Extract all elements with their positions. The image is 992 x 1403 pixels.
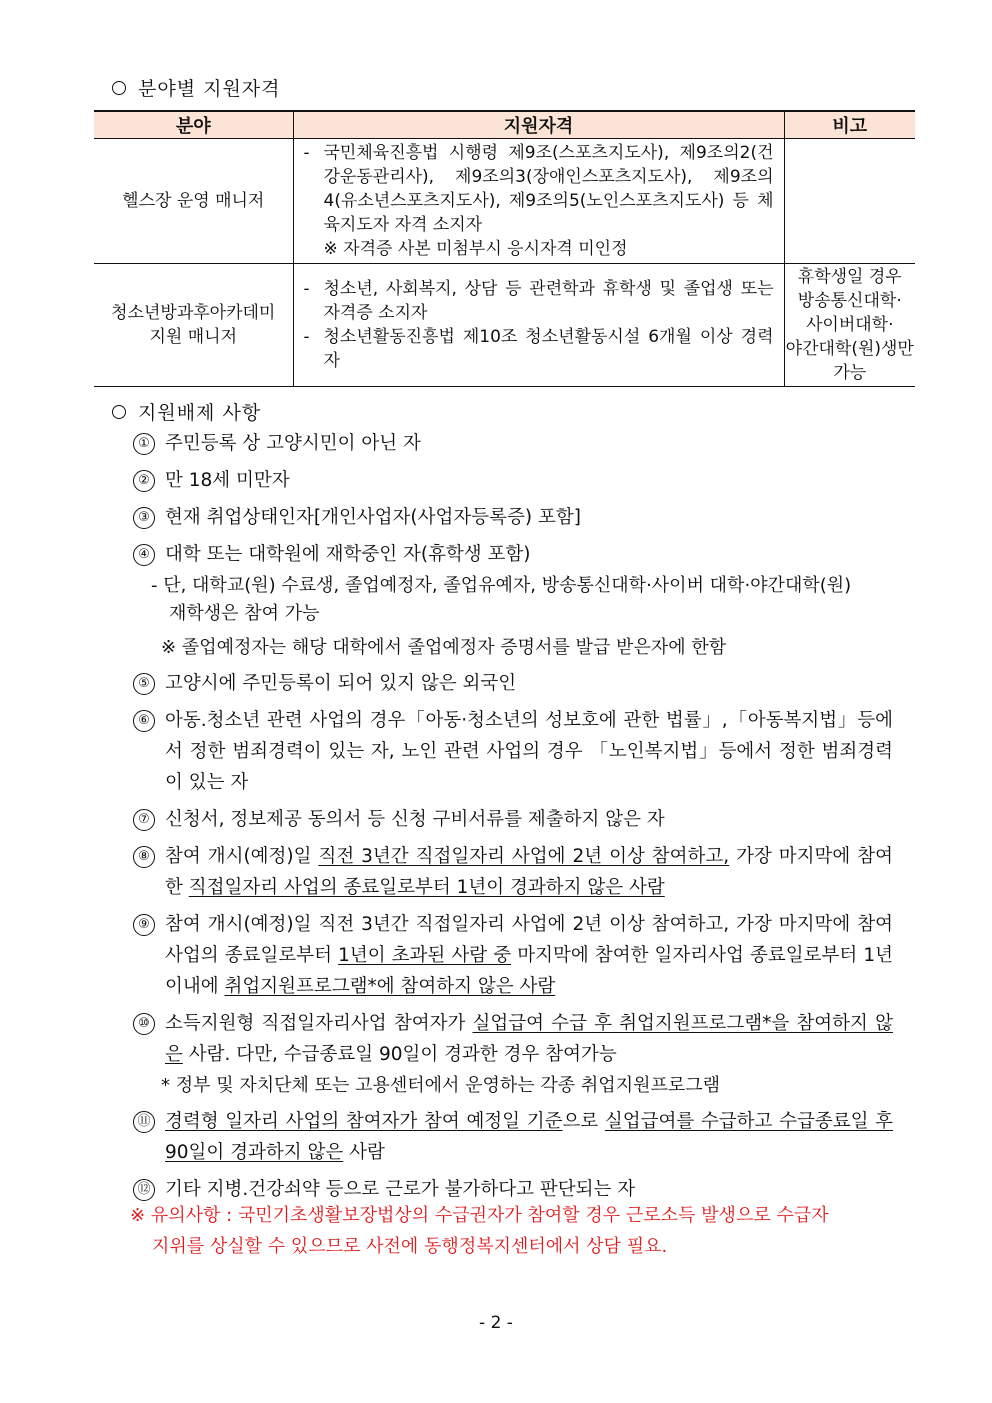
field-cell: 청소년방과후아카데미 지원 매니저 <box>94 264 293 387</box>
circle-bullet-icon <box>112 81 126 95</box>
table-header-row <box>94 111 915 139</box>
qualification-cell <box>293 139 784 264</box>
list-item: ③ 현재 취업상태인자[개인사업자(사업자등록증) 포함] <box>133 502 893 533</box>
list-item: ⑥ 아동.청소년 관련 사업의 경우「아동·청소년의 성보호에 관한 법률」,「아동복지법」등에서 정한 범죄경력이 있는 자, 노인 관련 사업의 경우 「노인복지법」등에서 정한 범죄경력이 있는 자 <box>133 705 893 798</box>
list-item: ① 주민등록 상 고양시민이 아닌 자 <box>133 428 893 459</box>
qualification-cell <box>293 264 784 387</box>
list-sub-item: - 단, 대학교(원) 수료생, 졸업예정자, 졸업유예자, 방송통신대학·사이버 대학·야간대학(원) 재학생은 참여 가능 <box>151 575 852 624</box>
qualification-item: - 청소년, 사회복지, 상담 등 관련학과 휴학생 및 졸업생 또는 자격증 소지자 <box>303 279 774 323</box>
qualification-item: - 청소년활동진흥법 제10조 청소년활동시설 6개월 이상 경력자 <box>303 327 774 371</box>
note-cell: 휴학생일 경우 방송통신대학· 사이버대학· 야간대학(원)생만 가능 <box>784 264 915 387</box>
column-header-qualification: 지원자격 <box>293 111 784 139</box>
list-item: ⑦ 신청서, 정보제공 동의서 등 신청 구비서류를 제출하지 않은 자 <box>133 804 893 835</box>
list-item: ⑩ 소득지원형 직접일자리사업 참여자가 실업급여 수급 후 취업지원프로그램*을 참여하지 않은 사람. 다만, 수급종료일 90일이 경과한 경우 참여가능 <box>133 1008 893 1070</box>
list-item: ⑤ 고양시에 주민등록이 되어 있지 않은 외국인 <box>133 668 893 699</box>
circle-bullet-icon <box>112 405 126 419</box>
table-row <box>94 139 915 264</box>
list-item: ⑪ 경력형 일자리 사업의 참여자가 참여 예정일 기준으로 실업급여를 수급하고 수급종료일 후 90일이 경과하지 않은 사람 <box>133 1106 893 1168</box>
list-sub-note: ※ 졸업예정자는 해당 대학에서 졸업예정자 증명서를 발급 받은자에 한함 <box>161 637 727 658</box>
qualification-note: ※ 자격증 사본 미첨부시 응시자격 미인정 <box>323 239 628 259</box>
note-cell <box>784 139 915 264</box>
exclusion-list <box>133 428 893 1211</box>
list-sub-note: * 정부 및 자치단체 또는 고용센터에서 운영하는 각종 취업지원프로그램 <box>161 1075 721 1096</box>
column-header-note: 비고 <box>784 111 915 139</box>
table-row <box>94 264 915 387</box>
page-number: - 2 - <box>479 1313 513 1333</box>
list-item: ④ 대학 또는 대학원에 재학중인 자(휴학생 포함) <box>133 539 893 570</box>
caution-note: ※ 유의사항 : 국민기초생활보장법상의 수급권자가 참여할 경우 근로소득 발생으로 수급자 지위를 상실할 수 있으므로 사전에 동행정복지센터에서 상담 필요. <box>130 1205 829 1257</box>
list-item: ② 만 18세 미만자 <box>133 465 893 496</box>
qualification-table <box>94 110 915 387</box>
field-cell: 헬스장 운영 매니저 <box>94 139 293 264</box>
column-header-field: 분야 <box>94 111 293 139</box>
section-title-qualifications: 분야별 지원자격 <box>112 74 281 101</box>
section-title-exclusions: 지원배제 사항 <box>112 398 261 425</box>
list-item: ⑨ 참여 개시(예정)일 직전 3년간 직접일자리 사업에 2년 이상 참여하고, 가장 마지막에 참여사업의 종료일로부터 1년이 초과된 사람 중 마지막에 참여한 일자리사업 종료일로부터 1년 이내에 취업지원프로그램*에 참여하지 않은 사람 <box>133 909 893 1002</box>
list-item: ⑧ 참여 개시(예정)일 직전 3년간 직접일자리 사업에 2년 이상 참여하고, 가장 마지막에 참여한 직접일자리 사업의 종료일로부터 1년이 경과하지 않은 사람 <box>133 841 893 903</box>
list-item: ⑫ 기타 지병.건강쇠약 등으로 근로가 불가하다고 판단되는 자 <box>133 1174 893 1205</box>
qualification-item: - 국민체육진흥법 시행령 제9조(스포츠지도사), 제9조의2(건강운동관리사), 제9조의3(장애인스포츠지도사), 제9조의4(유소년스포츠지도사), 제9조의5(노인스포츠지도사) 등 체육지도자 자격 소지자 <box>303 143 774 235</box>
